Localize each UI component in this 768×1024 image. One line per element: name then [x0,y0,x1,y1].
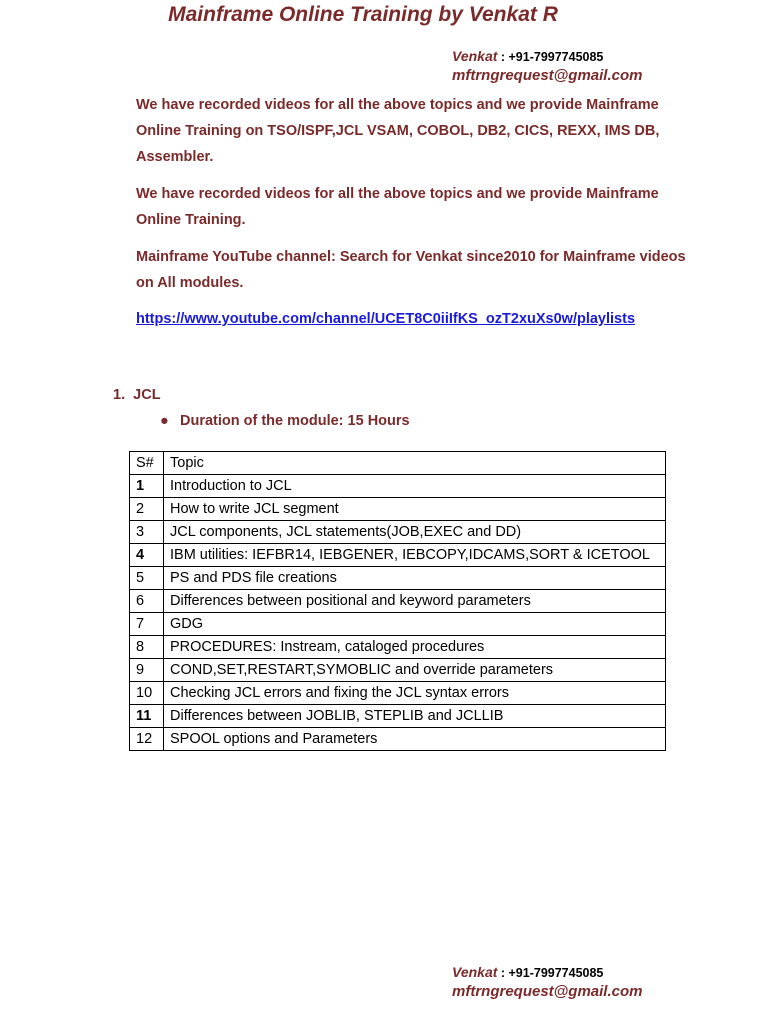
duration-text: Duration of the module: 15 Hours [180,413,410,429]
table-row [130,613,666,636]
row-number: 10 [130,682,164,705]
row-number: 6 [130,590,164,613]
row-topic: GDG [164,613,666,636]
table-row [130,521,666,544]
header-topic: Topic [164,452,666,475]
section-heading [113,387,161,403]
table-row [130,498,666,521]
section-number: 1. [113,387,126,403]
table-row [130,705,666,728]
row-number: 11 [130,705,164,728]
contact-separator: : [497,50,509,64]
table-row [130,544,666,567]
contact-email[interactable]: mftrngrequest@gmail.com [452,67,643,84]
contact-name: Venkat [452,964,498,980]
contact-block-bottom [452,964,643,1000]
topics-table [129,451,666,751]
row-number: 2 [130,498,164,521]
row-topic: JCL components, JCL statements(JOB,EXEC and DD) [164,521,666,544]
contact-phone: +91-7997745085 [508,50,604,64]
bullet-dot-icon: ● [160,413,169,429]
row-number: 4 [130,544,164,567]
row-topic: How to write JCL segment [164,498,666,521]
duration-bullet [160,413,410,429]
table-row [130,659,666,682]
row-topic: Differences between JOBLIB, STEPLIB and JCLLIB [164,705,666,728]
row-topic: COND,SET,RESTART,SYMOBLIC and override parameters [164,659,666,682]
page-title: Mainframe Online Training by Venkat R [168,3,558,26]
table-header-row [130,452,666,475]
row-topic: PROCEDURES: Instream, cataloged procedures [164,636,666,659]
header-sno: S# [130,452,164,475]
row-topic: SPOOL options and Parameters [164,728,666,751]
row-topic: Introduction to JCL [164,475,666,498]
row-number: 9 [130,659,164,682]
row-number: 1 [130,475,164,498]
row-topic: PS and PDS file creations [164,567,666,590]
table-row [130,590,666,613]
row-number: 3 [130,521,164,544]
intro-paragraph-2: We have recorded videos for all the above topics and we provide Mainframe Online Training. [136,186,659,228]
table-row [130,636,666,659]
row-number: 8 [130,636,164,659]
table-row [130,682,666,705]
table-row [130,567,666,590]
section-name: JCL [133,387,161,403]
row-number: 5 [130,567,164,590]
contact-email[interactable]: mftrngrequest@gmail.com [452,983,643,1000]
row-topic: Differences between positional and keyword parameters [164,590,666,613]
intro-paragraph-1: We have recorded videos for all the above topics and we provide Mainframe Online Training on TSO/ISPF,JCL VSAM, COBOL, DB2, CICS, REXX, IMS DB, Assembler. [136,97,660,165]
row-number: 7 [130,613,164,636]
row-number: 12 [130,728,164,751]
contact-block-top [452,48,643,84]
contact-separator: : [497,966,509,980]
contact-phone: +91-7997745085 [508,966,604,980]
contact-name: Venkat [452,48,498,64]
youtube-link[interactable]: https://www.youtube.com/channel/UCET8C0iiIfKS_ozT2xuXs0w/playlists [136,311,636,327]
row-topic: IBM utilities: IEFBR14, IEBGENER, IEBCOPY,IDCAMS,SORT & ICETOOL [164,544,666,567]
table-row [130,475,666,498]
intro-paragraph-3: Mainframe YouTube channel: Search for Venkat since2010 for Mainframe videos on All modules. [136,249,686,291]
row-topic: Checking JCL errors and fixing the JCL syntax errors [164,682,666,705]
table-row [130,728,666,751]
